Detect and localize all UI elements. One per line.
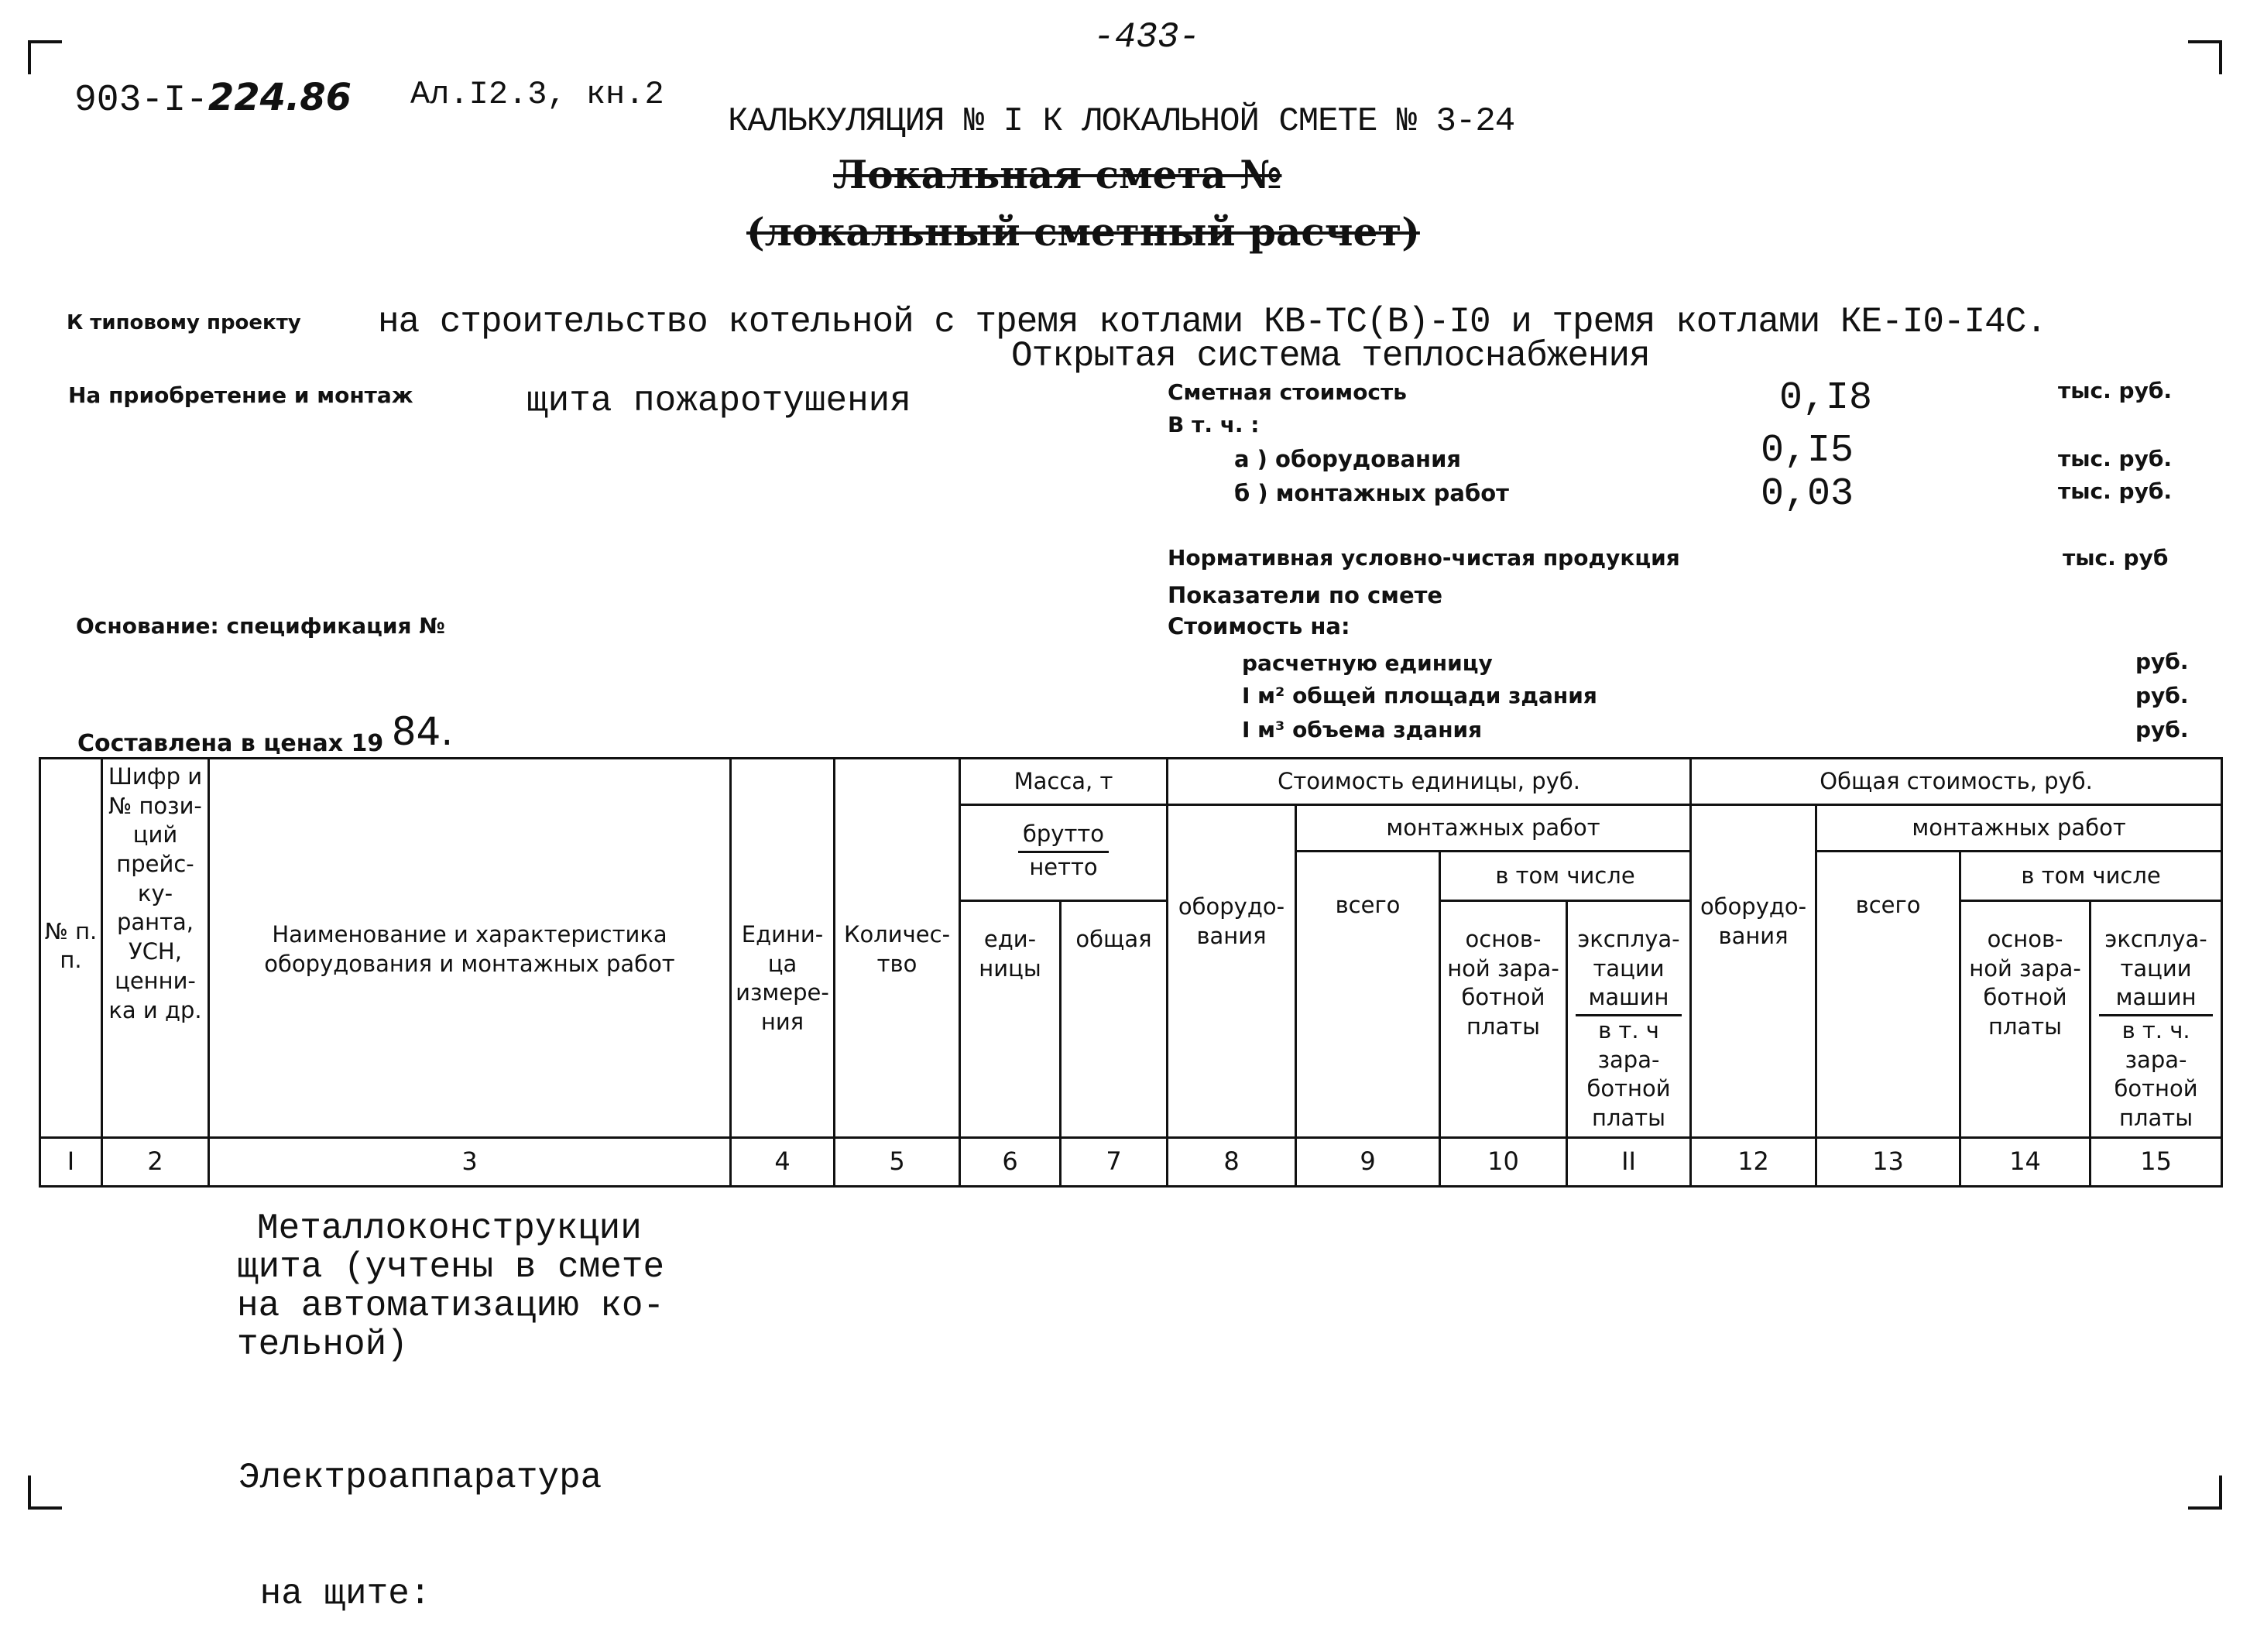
col-number-15: 15	[2091, 1137, 2222, 1186]
header-total-installation: монтажных работ	[1816, 805, 2222, 852]
entry-electrical-apparatus	[238, 1381, 602, 1652]
col-number-5: 5	[835, 1137, 960, 1186]
per-m2-rub: руб.	[2135, 683, 2189, 708]
corner-mark-top-right	[2188, 40, 2222, 74]
indicators-label: Показатели по смете	[1168, 582, 1443, 608]
col-number-4: 4	[731, 1137, 835, 1186]
entry-metal-line-1: Металлоконструкции	[257, 1208, 642, 1249]
per-m2-label: I м² общей площади здания	[1242, 683, 1597, 708]
entry-metal-line-4: тельной)	[237, 1325, 408, 1365]
installation-cost-value: 0,03	[1761, 472, 1854, 516]
header-total-machines-salary: в т. ч. зара- ботной платы	[2114, 1017, 2198, 1132]
corner-mark-bottom-left	[28, 1475, 62, 1510]
col-number-12: 12	[1691, 1137, 1816, 1186]
corner-mark-top-left	[28, 40, 62, 74]
col-number-7: 7	[1061, 1137, 1168, 1186]
struck-title-calculation: (локальный сметный расчет)	[746, 209, 1420, 255]
project-description-line2: Открытая система теплоснабжения	[1011, 336, 1650, 376]
col-number-8: 8	[1168, 1137, 1296, 1186]
col-number-3: 3	[209, 1137, 731, 1186]
project-label: К типовому проекту	[67, 311, 301, 334]
document-code	[74, 76, 352, 122]
header-mass-total: общая	[1061, 901, 1168, 1138]
header-unit-all: всего	[1296, 852, 1440, 1138]
estimate-table	[39, 757, 2223, 1188]
header-unit-installation: монтажных работ	[1296, 805, 1691, 852]
header-unit-machines-salary: в т. ч зара- ботной платы	[1586, 1017, 1671, 1132]
header-no: № п. п.	[40, 759, 102, 1138]
col-number-10: 10	[1440, 1137, 1567, 1186]
estimated-cost-unit: тыс. руб.	[2058, 378, 2173, 403]
header-total-machines	[2091, 901, 2222, 1138]
header-unit-machines-title: эксплуа- тации машин	[1577, 926, 1680, 1011]
prices-label-text: Составлена в ценах 19	[77, 730, 384, 757]
entry-electrical-line-2: на щите:	[238, 1574, 431, 1614]
document-code-print: 903-I-	[74, 80, 208, 122]
purpose-label: На приобретение и монтаж	[68, 382, 413, 408]
col-number-2: 2	[102, 1137, 209, 1186]
header-mass: Масса, т	[960, 759, 1168, 805]
header-netto: нетто	[1029, 853, 1098, 880]
col-number-13: 13	[1816, 1137, 1960, 1186]
basis-label: Основание: спецификация №	[76, 613, 445, 639]
calculation-title: КАЛЬКУЛЯЦИЯ № I К ЛОКАЛЬНОЙ СМЕТЕ № 3-24	[728, 102, 1515, 141]
estimated-cost-value: 0,I8	[1779, 376, 1873, 420]
header-total-equipment: оборудо- вания	[1691, 805, 1816, 1138]
normative-product-label: Нормативная условно-чистая продукция	[1168, 545, 1680, 571]
prices-year: 84.	[391, 709, 454, 754]
header-brutto: брутто	[1018, 820, 1109, 853]
entry-metal-line-3: на автоматизацию ко-	[237, 1286, 665, 1326]
header-mass-per-unit: еди- ницы	[960, 901, 1061, 1138]
cost-on-label: Стоимость на:	[1168, 613, 1350, 639]
entry-metal-line-2: щита (учтены в смете	[237, 1247, 665, 1287]
entry-metal-structures	[237, 1209, 664, 1364]
including-label: В т. ч. :	[1168, 412, 1260, 437]
header-unit-base-salary: основ- ной зара- ботной платы	[1440, 901, 1567, 1138]
header-total-including: в том числе	[1960, 852, 2222, 901]
header-total-cost: Общая стоимость, руб.	[1691, 759, 2222, 805]
project-description: на строительство котельной с тремя котлами КВ-ТС(В)-I0 и тремя котлами КЕ-I0-I4С.	[378, 302, 2046, 342]
per-unit-label: расчетную единицу	[1242, 650, 1493, 676]
col-number-1: I	[40, 1137, 102, 1186]
entry-electrical-line-1: Электроаппаратура	[238, 1458, 602, 1498]
header-unit: Едини- ца измере- ния	[731, 759, 835, 1138]
col-number-14: 14	[1960, 1137, 2091, 1186]
header-quantity: Количес- тво	[835, 759, 960, 1138]
header-price-code: Шифр и № пози- ций прейс- ку- ранта, УСН, ценни- ка и др.	[102, 759, 209, 1138]
estimated-cost-label: Сметная стоимость	[1168, 379, 1407, 405]
header-brutto-netto	[960, 805, 1168, 901]
col-number-9: 9	[1296, 1137, 1440, 1186]
per-m3-rub: руб.	[2135, 717, 2189, 742]
page-number: -433-	[1093, 17, 1201, 57]
header-total-base-salary: основ- ной зара- ботной платы	[1960, 901, 2091, 1138]
equipment-cost-value: 0,I5	[1761, 429, 1854, 473]
normative-product-unit: тыс. руб	[2063, 545, 2169, 571]
header-unit-cost: Стоимость единицы, руб.	[1168, 759, 1691, 805]
header-name: Наименование и характеристика оборудования и монтажных работ	[209, 759, 731, 1138]
header-unit-machines	[1567, 901, 1691, 1138]
corner-mark-bottom-right	[2188, 1475, 2222, 1510]
column-number-row	[40, 1137, 2222, 1186]
document-code-handwritten: 224.86	[208, 76, 352, 119]
purpose-text: щита пожаротушения	[526, 381, 911, 421]
header-total-all: всего	[1816, 852, 1960, 1138]
installation-cost-label: б ) монтажных работ	[1234, 480, 1509, 506]
header-unit-equipment: оборудо- вания	[1168, 805, 1296, 1138]
album-reference: Ал.I2.3, кн.2	[410, 76, 664, 113]
prices-label	[77, 709, 454, 760]
per-m3-label: I м³ объема здания	[1242, 717, 1483, 742]
installation-cost-unit: тыс. руб.	[2058, 478, 2173, 504]
header-total-machines-title: эксплуа- тации машин	[2104, 926, 2207, 1011]
struck-title-estimate: Локальная смета №	[833, 152, 1282, 197]
col-number-6: 6	[960, 1137, 1061, 1186]
equipment-cost-unit: тыс. руб.	[2058, 446, 2173, 471]
equipment-cost-label: а ) оборудования	[1234, 446, 1462, 472]
header-unit-including: в том числе	[1440, 852, 1691, 901]
per-unit-rub: руб.	[2135, 649, 2189, 674]
col-number-11: II	[1567, 1137, 1691, 1186]
